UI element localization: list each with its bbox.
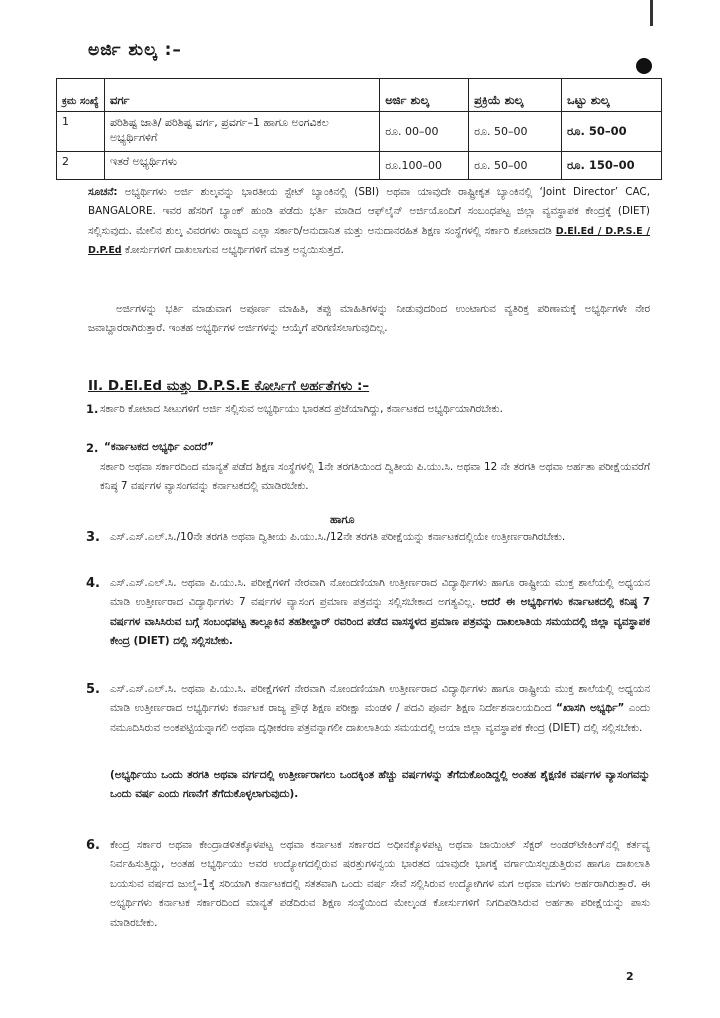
note-paragraph — [88, 183, 650, 261]
section-2-title: II. D.El.Ed ಮತ್ತು D.P.S.E ಕೋರ್ಸಿಗೆ ಅರ್ಹತೆಗಳು :– — [88, 378, 370, 394]
row-sl: 2 — [57, 152, 105, 180]
table-row — [57, 152, 662, 180]
item-3-text: ಎಸ್.ಎಸ್.ಎಲ್.ಸಿ./10ನೇ ತರಗತಿ ಅಥವಾ ದ್ವಿತೀಯ ಪಿ.ಯು.ಸಿ./12ನೇ ತರಗತಿ ಪರೀಕ್ಷೆಯನ್ನು ಕರ್ನಾಟಕದಲ್ಲಿಯೇ ಉತ್ತೀರ್ಣರಾಗಿರಬೇಕು. — [110, 531, 566, 543]
page-number: 2 — [626, 970, 634, 983]
note-courses: D.El.Ed / D.P.S.E / D.P.Ed — [88, 225, 650, 257]
item-5-text-a: ಎಸ್.ಎಸ್.ಎಲ್.ಸಿ. ಅಥವಾ ಪಿ.ಯು.ಸಿ. ಪರೀಕ್ಷೆಗಳಿಗೆ ನೇರವಾಗಿ ನೋಂದಣಿಯಾಗಿ ಉತ್ತೀರ್ಣರಾದ ವಿದ್ಯಾರ್ಥಿಗಳು ಹಾಗೂ ರಾಷ್ಟ್ರೀಯ ಮುಕ್ತ ಶಾಲೆಯಲ್ಲಿ ಅಧ್ಯಯನ ಮಾಡಿ ಉತ್ತೀರ್ಣರಾದ ಅಭ್ಯರ್ಥಿಗಳು ಕರ್ನಾಟಕ ರಾಜ್ಯ ಪ್ರೌಢ ಶಿಕ್ಷಣ ಪರೀಕ್ಷಾ ಮಂಡಳಿ / ಪದವಿ ಪೂರ್ವ ಶಿಕ್ಷಣ ನಿರ್ದೇಶನಾಲಯದಿಂದ — [110, 683, 650, 715]
header-app-fee: ಅರ್ಜಿ ಶುಲ್ಕ — [380, 79, 469, 112]
item-6-number: 6. — [86, 838, 100, 853]
item-5-quote: “ಖಾಸಗಿ ಅಭ್ಯರ್ಥಿ” — [556, 702, 625, 715]
row-sl: 1 — [57, 112, 105, 152]
item-5-text — [110, 680, 650, 738]
item-4-text-b: ಆದರೆ ಈ ಅಭ್ಯರ್ಥಿಗಳು ಕರ್ನಾಟಕದಲ್ಲಿ ಕನಿಷ್ಠ 7 ವರ್ಷಗಳ ವಾಸಿಸಿರುವ ಬಗ್ಗೆ ಸಂಬಂಧಪಟ್ಟ ತಾಲ್ಲೂಕಿನ ತಹಶೀಲ್ದಾರ್ ರವರಿಂದ ಪಡೆದ ವಾಸಸ್ಥಳದ ಪ್ರಮಾಣ ಪತ್ರವನ್ನು ದಾಖಲಾತಿಯ ಸಮಯದಲ್ಲಿ ಜಿಲ್ಲಾ ವ್ಯವಸ್ಥಾಪಕ ಕೇಂದ್ರ (DIET) ದಲ್ಲಿ ಸಲ್ಲಿಸಬೇಕು. — [110, 596, 650, 648]
table-row — [57, 112, 662, 152]
hago-separator: ಹಾಗೂ — [330, 513, 355, 526]
item-2-heading: “ಕರ್ನಾಟಕದ ಅಭ್ಯರ್ಥಿ ಎಂದರೆ” — [104, 441, 214, 453]
header-total-fee: ಒಟ್ಟು ಶುಲ್ಕ — [562, 79, 662, 112]
row-category: ಇತರೆ ಅಭ್ಯರ್ಥಿಗಳು — [104, 152, 379, 180]
note-text-2: ಕೋರ್ಸುಗಳಿಗೆ ದಾಖಲಾಗುವ ಅಭ್ಯರ್ಥಿಗಳಿಗೆ ಮಾತ್ರ ಅನ್ವಯಿಸುತ್ತದೆ. — [121, 244, 344, 257]
header-category: ವರ್ಗ — [104, 79, 379, 112]
item-4-number: 4. — [86, 576, 100, 591]
item-4-text-a: ಎಸ್.ಎಸ್.ಎಲ್.ಸಿ. ಅಥವಾ ಪಿ.ಯು.ಸಿ. ಪರೀಕ್ಷೆಗಳಿಗೆ ನೇರವಾಗಿ ನೋಂದಣಿಯಾಗಿ ಉತ್ತೀರ್ಣರಾದ ವಿದ್ಯಾರ್ಥಿಗಳು ಹಾಗೂ ರಾಷ್ಟ್ರೀಯ ಮುಕ್ತ ಶಾಲೆಯಲ್ಲಿ ಅಧ್ಯಯನ ಮಾಡಿ ಉತ್ತೀರ್ಣರಾದ ವಿದ್ಯಾರ್ಥಿಗಳು 7 ವರ್ಷಗಳ ವ್ಯಾಸಂಗ ಪ್ರಮಾಣ ಪತ್ರವನ್ನು ಸಲ್ಲಿಸಬೇಕಾದ ಅಗತ್ಯವಿಲ್ಲ. — [110, 577, 650, 609]
item-2-number: 2. — [86, 441, 99, 455]
item-4-text — [110, 574, 650, 652]
note-text-1: ಅಭ್ಯರ್ಥಿಗಳು ಅರ್ಜಿ ಶುಲ್ಕವನ್ನು ಭಾರತೀಯ ಸ್ಟೇಟ್ ಬ್ಯಾಂಕಿನಲ್ಲಿ (SBI) ಅಥವಾ ಯಾವುದೇ ರಾಷ್ಟ್ರೀಕೃತ ಬ್ಯಾಂಕಿನಲ್ಲಿ ‘Joint Director’ CAC, BANGALORE. ಇವರ ಹೆಸರಿಗೆ ಬ್ಯಾಂಕ್ ಹುಂಡಿ ಪಡೆದು ಭರ್ತಿ ಮಾಡಿದ ಆಫ್‌ಲೈನ್ ಅರ್ಜಿಯೊಂದಿಗೆ ಸಂಬಂಧಪಟ್ಟ ಜಿಲ್ಲಾ ವ್ಯವಸ್ಥಾಪಕ ಕೇಂದ್ರಕ್ಕೆ (DIET) ಸಲ್ಲಿಸುವುದು. ಮೇಲಿನ ಶುಲ್ಕ ವಿವರಗಳು ರಾಜ್ಯದ ಎಲ್ಲಾ ಸರ್ಕಾರಿ/ಅನುದಾನಿತ ಮತ್ತು ಅನುದಾನರಹಿತ ಶಿಕ್ಷಣ ಸಂಸ್ಥೆಗಳಲ್ಲಿ ಸರ್ಕಾರಿ ಕೋಟಾದಡಿ — [88, 186, 650, 237]
header-sl: ಕ್ರಮ ಸಂಖ್ಯೆ — [57, 79, 105, 112]
item-2-text: ಸರ್ಕಾರಿ ಅಥವಾ ಸರ್ಕಾರದಿಂದ ಮಾನ್ಯತೆ ಪಡೆದ ಶಿಕ್ಷಣ ಸಂಸ್ಥೆಗಳಲ್ಲಿ 1ನೇ ತರಗತಿಯಿಂದ ದ್ವಿತೀಯ ಪಿ.ಯು.ಸಿ. ಅಥವಾ 12 ನೇ ತರಗತಿ ಅಥವಾ ಅರ್ಹತಾ ಪರೀಕ್ಷೆಯವರೆಗೆ ಕನಿಷ್ಠ 7 ವರ್ಷಗಳ ವ್ಯಾಸಂಗವನ್ನು ಕರ್ನಾಟಕದಲ್ಲಿ ಮಾಡಿರಬೇಕು. — [100, 461, 650, 493]
row-app-fee: ರೂ.100–00 — [380, 152, 469, 180]
note-para2-text: ಅರ್ಜಿಗಳನ್ನು ಭರ್ತಿ ಮಾಡುವಾಗ ಅಪೂರ್ಣ ಮಾಹಿತಿ, ತಪ್ಪು ಮಾಹಿತಿಗಳನ್ನು ನೀಡುವುದರಿಂದ ಉಂಟಾಗುವ ವ್ಯತಿರಿಕ್ತ ಪರಿಣಾಮಕ್ಕೆ ಅಭ್ಯರ್ಥಿಗಳೇ ನೇರ ಜವಾಬ್ದಾರರಾಗಿರುತ್ತಾರೆ. ಇಂತಹ ಅಭ್ಯರ್ಥಿಗಳ ಅರ್ಜಿಗಳನ್ನು ಆಯ್ಕೆಗೆ ಪರಿಗಣಿಸಲಾಗುವುದಿಲ್ಲ. — [88, 303, 650, 335]
item-1-text: ಸರ್ಕಾರಿ ಕೋಟಾದ ಸೀಟುಗಳಿಗೆ ಅರ್ಜಿ ಸಲ್ಲಿಸುವ ಅಭ್ಯರ್ಥಿಯು ಭಾರತದ ಪ್ರಜೆಯಾಗಿದ್ದು, ಕರ್ನಾಟಕದ ಅಭ್ಯರ್ಥಿಯಾಗಿರಬೇಕು. — [100, 403, 503, 415]
bullet-dot — [636, 58, 652, 74]
corner-mark — [650, 0, 653, 26]
fee-table — [56, 78, 662, 180]
fee-table-header — [57, 79, 662, 112]
item-5-number: 5. — [86, 682, 100, 697]
item-6-text: ಕೇಂದ್ರ ಸರ್ಕಾರ ಅಥವಾ ಕೇಂದ್ರಾಡಳಿತಕ್ಕೊಳಪಟ್ಟ ಅಥವಾ ಕರ್ನಾಟಕ ಸರ್ಕಾರದ ಅಧೀನಕ್ಕೊಳಪಟ್ಟ ಅಥವಾ ಜಾಯಿಂಟ್ ಸೆಕ್ಟರ್ ಅಂಡರ್‌ಟೇಕಿಂಗ್‌ನಲ್ಲಿ ಕರ್ತವ್ಯ ನಿರ್ವಹಿಸುತ್ತಿದ್ದು, ಅಂತಹ ಅಭ್ಯರ್ಥಿಯು ಅವರ ಉದ್ಯೋಗದಲ್ಲಿರುವ ಷರತ್ತುಗಳನ್ವಯ ಭಾರತದ ಯಾವುದೇ ಭಾಗಕ್ಕೆ ವರ್ಗಾಯಿಸಲ್ಪಡುತ್ತಿರುವ ಹಾಗೂ ದಾಖಲಾತಿ ಬಯಸುವ ವರ್ಷದ ಜುಲೈ–1ಕ್ಕೆ ಸರಿಯಾಗಿ ಕರ್ನಾಟಕದಲ್ಲಿ ಸತತವಾಗಿ ಒಂದು ವರ್ಷ ಸೇವೆ ಸಲ್ಲಿಸಿರುವ ಉದ್ಯೋಗಿಗಳ ಮಗ ಅಥವಾ ಮಗಳು ಅರ್ಹರಾಗಿರುತ್ತಾರೆ. ಈ ಅಭ್ಯರ್ಥಿಗಳು ಕರ್ನಾಟಕ ಸರ್ಕಾರದಿಂದ ಮಾನ್ಯತೆ ಪಡೆದಿರುವ ಶಿಕ್ಷಣ ಸಂಸ್ಥೆಯಿಂದ ಮೇಲ್ಕಂಡ ಕೋರ್ಸುಗಳಿಗೆ ನಿಗದಿಪಡಿಸಿರುವ ಅರ್ಹತಾ ಪರೀಕ್ಷೆಯನ್ನು ಪಾಸು ಮಾಡಿರಬೇಕು. — [110, 839, 650, 929]
item-5-parenthetical: (ಅಭ್ಯರ್ಥಿಯು ಒಂದು ತರಗತಿ ಅಥವಾ ವರ್ಗದಲ್ಲಿ ಉತ್ತೀರ್ಣರಾಗಲು ಒಂದಕ್ಕಿಂತ ಹೆಚ್ಚು ವರ್ಷಗಳನ್ನು ತೆಗೆದುಕೊಂಡಿದ್ದಲ್ಲಿ ಅಂತಹ ಶೈಕ್ಷಣಿಕ ವರ್ಷಗಳ ವ್ಯಾಸಂಗವನ್ನು ಒಂದು ವರ್ಷ ಎಂದು ಗಣನೆಗೆ ತೆಗೆದುಕೊಳ್ಳಲಾಗುವುದು). — [110, 769, 650, 801]
item-5-text-b: ಎಂದು ನಮೂದಿಸಿರುವ ಅಂಕಪಟ್ಟಿಯನ್ನಾಗಲಿ ಅಥವಾ ದೃಢೀಕರಣ ಪತ್ರವನ್ನಾಗಲೀ ದಾಖಲಾತಿಯ ಸಮಯದಲ್ಲಿ ಅಯಾ ಜಿಲ್ಲಾ ವ್ಯವಸ್ಥಾಪಕ ಕೇಂದ್ರ (DIET) ದಲ್ಲಿ ಸಲ್ಲಿಸಬೇಕು. — [110, 702, 650, 734]
row-total-fee: ರೂ. 150–00 — [562, 152, 662, 180]
row-total-fee: ರೂ. 50–00 — [562, 112, 662, 152]
row-category: ಪರಿಶಿಷ್ಟ ಜಾತಿ/ ಪರಿಶಿಷ್ಟ ವರ್ಗ, ಪ್ರವರ್ಗ–1 ಹಾಗೂ ಅಂಗವಿಕಲ ಅಭ್ಯರ್ಥಿಗಳಿಗೆ — [104, 112, 379, 152]
item-1-number: 1. — [86, 402, 99, 416]
note-paragraph-2 — [88, 300, 650, 339]
header-proc-fee: ಪ್ರಕ್ರಿಯೆ ಶುಲ್ಕ — [469, 79, 562, 112]
note-label: ಸೂಚನೆ: — [88, 186, 118, 198]
fee-section-title: ಅರ್ಜಿ ಶುಲ್ಕ :– — [88, 40, 182, 60]
row-app-fee: ರೂ. 00–00 — [380, 112, 469, 152]
item-3-number: 3. — [86, 530, 100, 545]
row-proc-fee: ರೂ. 50–00 — [469, 112, 562, 152]
row-proc-fee: ರೂ. 50–00 — [469, 152, 562, 180]
